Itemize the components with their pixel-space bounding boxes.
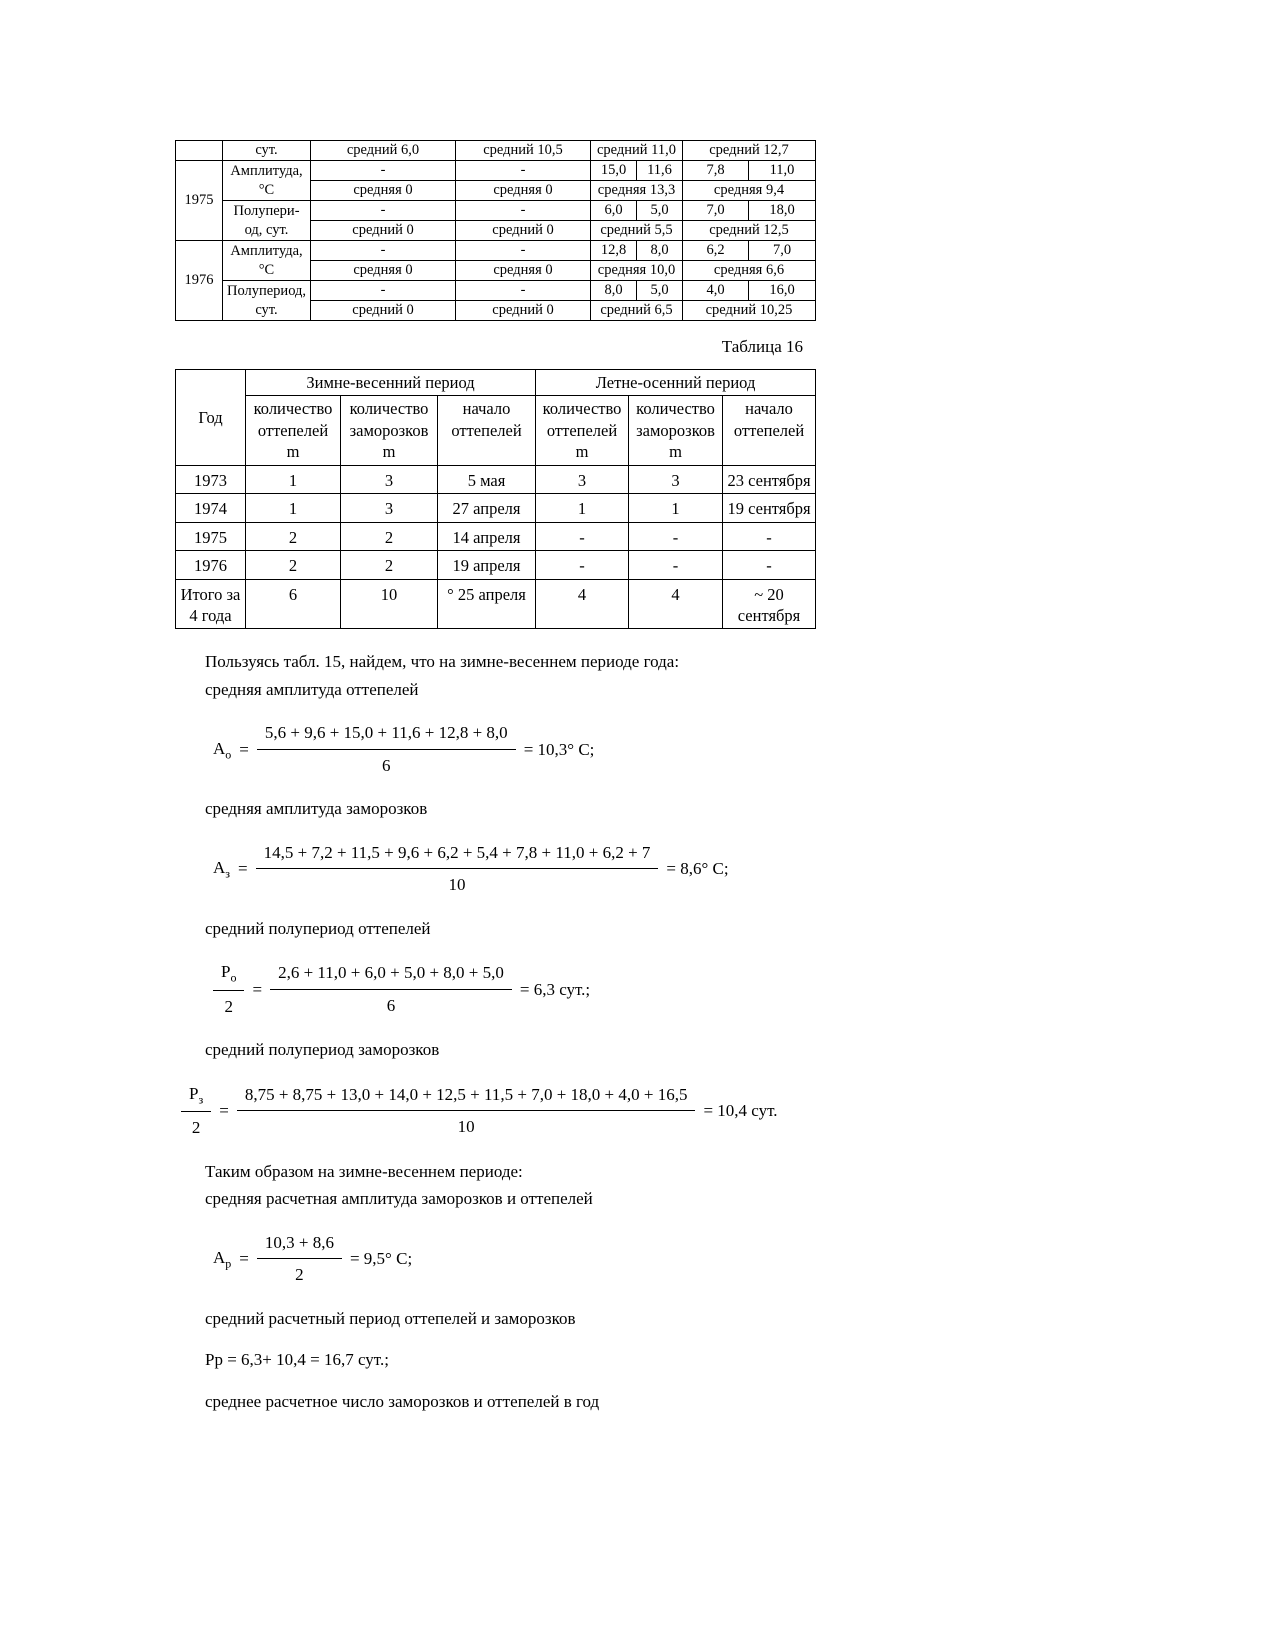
table-header-row — [176, 370, 816, 396]
formula-result: = 6,3 сут.; — [519, 979, 591, 999]
table-cell: средняя 10,0 — [591, 261, 683, 281]
table-cell: 27 апреля — [438, 494, 536, 522]
table-cell: 5,0 — [637, 281, 683, 301]
formula-lhs — [213, 1245, 231, 1272]
table-cell: 14 апреля — [438, 522, 536, 550]
symbol: Р — [221, 962, 231, 982]
table-cell: 11,0 — [749, 161, 816, 181]
table-cell: 12,8 — [591, 241, 637, 261]
table-cell: 19 апреля — [438, 551, 536, 579]
table-cell: 2 — [341, 551, 438, 579]
equals-sign: = — [238, 859, 248, 879]
denominator: 6 — [382, 755, 391, 775]
table-cell: средний 12,7 — [683, 141, 816, 161]
fraction-lhs — [181, 1081, 211, 1141]
table-cell: ~ 20 сентября — [723, 579, 816, 629]
column-header: начало оттепелей — [438, 396, 536, 465]
table-cell: 7,8 — [683, 161, 749, 181]
symbol: А — [213, 738, 226, 758]
table-cell: - — [456, 241, 591, 261]
table-cell: 1 — [536, 494, 629, 522]
table-cell: - — [311, 281, 456, 301]
formula-lhs — [213, 736, 231, 763]
table-cell: - — [629, 522, 723, 550]
table-cell: средняя 6,6 — [683, 261, 816, 281]
table-cell: средняя 0 — [311, 181, 456, 201]
table-cell: - — [311, 201, 456, 221]
subscript: о — [230, 970, 237, 985]
table-cell: 15,0 — [591, 161, 637, 181]
table-row — [176, 522, 816, 550]
table-cell: средняя 13,3 — [591, 181, 683, 201]
formula-avg-thaw-halfperiod — [213, 959, 1105, 1019]
label-line: °С — [258, 181, 275, 198]
equation-calc-period: Рр = 6,3+ 10,4 = 16,7 сут.; — [205, 1350, 389, 1370]
table-cell: 4 — [629, 579, 723, 629]
formula-avg-thaw-amplitude — [213, 720, 1105, 778]
total-row-label: Итого за 4 года — [176, 579, 246, 629]
year-cell: 1976 — [176, 241, 223, 321]
subscript: о — [225, 747, 232, 762]
table-cell: - — [536, 551, 629, 579]
fraction — [270, 960, 512, 1018]
table-cell: - — [456, 201, 591, 221]
row-label: сут. — [223, 141, 311, 161]
table-cell: средний 0 — [456, 221, 591, 241]
table-cell: средний 10,25 — [683, 301, 816, 321]
symbol: А — [213, 858, 226, 878]
table-cell: средний 10,5 — [456, 141, 591, 161]
formula-avg-calc-amplitude — [213, 1230, 1105, 1288]
table-cell: 2 — [246, 522, 341, 550]
table-row — [176, 281, 816, 301]
numerator: 14,5 + 7,2 + 11,5 + 9,6 + 6,2 + 5,4 + 7,8 + 11,0 + 6,2 + 7 — [256, 840, 659, 870]
label-line: Полупериод, — [226, 283, 307, 300]
table-cell: 18,0 — [749, 201, 816, 221]
row-label — [223, 281, 311, 321]
table-cell: 3 — [341, 465, 438, 493]
table-cell: 2 — [341, 522, 438, 550]
table-cell: средняя 9,4 — [683, 181, 816, 201]
label-line: Полупери- — [233, 203, 300, 220]
year-cell: 1975 — [176, 522, 246, 550]
table-cell: 6,0 — [591, 201, 637, 221]
table-cell: - — [629, 551, 723, 579]
table-row — [176, 465, 816, 493]
formula-lhs — [213, 855, 230, 882]
label-avg-thaw-halfperiod: средний полупериод оттепелей — [205, 918, 431, 938]
table-cell: 7,0 — [749, 241, 816, 261]
formula-avg-frost-amplitude — [213, 840, 1105, 898]
subscript: з — [225, 866, 231, 881]
table-cell: 3 — [536, 465, 629, 493]
numerator: 5,6 + 9,6 + 15,0 + 11,6 + 12,8 + 8,0 — [257, 720, 516, 750]
table-cell: - — [536, 522, 629, 550]
table-row — [176, 551, 816, 579]
table-subheader-row — [176, 396, 816, 465]
column-header: количество оттепелей m — [536, 396, 629, 465]
denominator: 10 — [448, 875, 466, 895]
fraction — [257, 720, 516, 778]
year-cell: 1974 — [176, 494, 246, 522]
row-label — [223, 201, 311, 241]
symbol: А — [213, 1247, 226, 1267]
label-avg-thaw-amplitude: средняя амплитуда оттепелей — [205, 679, 419, 699]
label-avg-calc-number: среднее расчетное число заморозков и оттепелей в год — [205, 1391, 600, 1411]
equals-sign: = — [219, 1100, 229, 1120]
table-cell: средний 5,5 — [591, 221, 683, 241]
table-cell: ° 25 апреля — [438, 579, 536, 629]
table-15 — [175, 140, 816, 321]
column-header: количество заморозков m — [341, 396, 438, 465]
row-label — [223, 161, 311, 201]
denominator: 2 — [295, 1265, 304, 1285]
table-cell: 19 сентября — [723, 494, 816, 522]
table-row — [176, 201, 816, 221]
table-cell: 10 — [341, 579, 438, 629]
table-cell: 1 — [246, 494, 341, 522]
table-cell: средняя 0 — [456, 181, 591, 201]
column-header: количество оттепелей m — [246, 396, 341, 465]
table-cell: 4,0 — [683, 281, 749, 301]
table-cell: 8,0 — [637, 241, 683, 261]
symbol: Р — [189, 1083, 199, 1103]
table-cell: 1 — [246, 465, 341, 493]
numerator: 10,3 + 8,6 — [257, 1230, 342, 1260]
table-row — [176, 494, 816, 522]
column-header-summer-period: Летне-осенний период — [536, 370, 816, 396]
label-line: од, сут. — [244, 221, 289, 238]
subscript: р — [225, 1256, 232, 1271]
table-cell: 6 — [246, 579, 341, 629]
table-cell: средний 0 — [456, 301, 591, 321]
table-cell: - — [723, 551, 816, 579]
label-avg-calc-period: средний расчетный период оттепелей и заморозков — [205, 1308, 576, 1328]
table-row — [176, 161, 816, 181]
table-cell: средний 12,5 — [683, 221, 816, 241]
table-cell — [176, 141, 223, 161]
table-cell: 11,6 — [637, 161, 683, 181]
table-cell: - — [456, 161, 591, 181]
table-cell: средний 0 — [311, 301, 456, 321]
table-cell: средний 11,0 — [591, 141, 683, 161]
table-cell: 2 — [246, 551, 341, 579]
year-cell: 1976 — [176, 551, 246, 579]
table-cell: - — [311, 161, 456, 181]
denominator: 6 — [386, 995, 396, 1015]
table-cell: 23 сентября — [723, 465, 816, 493]
table-cell: средний 6,5 — [591, 301, 683, 321]
column-header: количество заморозков m — [629, 396, 723, 465]
table-row — [176, 141, 816, 161]
year-cell: 1975 — [176, 161, 223, 241]
numerator — [181, 1081, 211, 1112]
denominator: 10 — [457, 1117, 475, 1137]
thus-paragraph: Таким образом на зимне-весеннем периоде: — [205, 1161, 523, 1181]
table-16-caption: Таблица 16 — [721, 337, 803, 356]
fraction — [256, 840, 659, 898]
table-cell: - — [311, 241, 456, 261]
table-cell: средний 6,0 — [311, 141, 456, 161]
label-avg-calc-amplitude: средняя расчетная амплитуда заморозков и оттепелей — [205, 1189, 593, 1209]
label-avg-frost-halfperiod: средний полупериод заморозков — [205, 1040, 440, 1060]
label-line: сут. — [255, 301, 278, 318]
label-avg-frost-amplitude: средняя амплитуда заморозков — [205, 799, 428, 819]
table-cell: 7,0 — [683, 201, 749, 221]
table-cell: средняя 0 — [311, 261, 456, 281]
body-text — [175, 649, 1105, 1414]
label-line: Амплитуда, — [230, 163, 303, 180]
table-cell: средний 0 — [311, 221, 456, 241]
fraction — [237, 1082, 696, 1140]
equals-sign: = — [239, 1248, 249, 1268]
table-cell: 1 — [629, 494, 723, 522]
formula-result: = 10,3° С; — [523, 739, 595, 759]
table-row — [176, 579, 816, 629]
row-label — [223, 241, 311, 281]
table-cell: 8,0 — [591, 281, 637, 301]
denominator: 2 — [191, 1118, 201, 1138]
formula-avg-frost-halfperiod — [181, 1081, 1105, 1141]
table-16 — [175, 369, 816, 629]
table-cell: средняя 0 — [456, 261, 591, 281]
table-row — [176, 241, 816, 261]
denominator: 2 — [224, 996, 233, 1016]
formula-result: = 8,6° С; — [666, 859, 729, 879]
year-cell: 1973 — [176, 465, 246, 493]
fraction-lhs — [213, 959, 244, 1019]
numerator: 8,75 + 8,75 + 13,0 + 14,0 + 12,5 + 11,5 + 7,0 + 18,0 + 4,0 + 16,5 — [237, 1082, 696, 1112]
table-cell: 16,0 — [749, 281, 816, 301]
label-line: Амплитуда, — [230, 243, 303, 260]
column-header: начало оттепелей — [723, 396, 816, 465]
column-header-winter-period: Зимне-весенний период — [246, 370, 536, 396]
fraction — [257, 1230, 342, 1288]
subscript: з — [198, 1092, 204, 1107]
table-cell: - — [456, 281, 591, 301]
numerator: 2,6 + 11,0 + 6,0 + 5,0 + 8,0 + 5,0 — [270, 960, 512, 990]
formula-result: = 9,5° С; — [349, 1248, 413, 1268]
equals-sign: = — [239, 739, 249, 759]
table-cell: 4 — [536, 579, 629, 629]
label-line: °С — [258, 261, 275, 278]
table-cell: 6,2 — [683, 241, 749, 261]
formula-result: = 10,4 сут. — [703, 1100, 778, 1120]
column-header-year: Год — [176, 370, 246, 466]
equals-sign: = — [252, 979, 263, 999]
table-cell: 3 — [629, 465, 723, 493]
numerator — [213, 959, 244, 990]
table-cell: 5,0 — [637, 201, 683, 221]
table-cell: 3 — [341, 494, 438, 522]
table-cell: - — [723, 522, 816, 550]
intro-paragraph: Пользуясь табл. 15, найдем, что на зимне-весеннем периоде года: — [205, 652, 680, 672]
table-cell: 5 мая — [438, 465, 536, 493]
